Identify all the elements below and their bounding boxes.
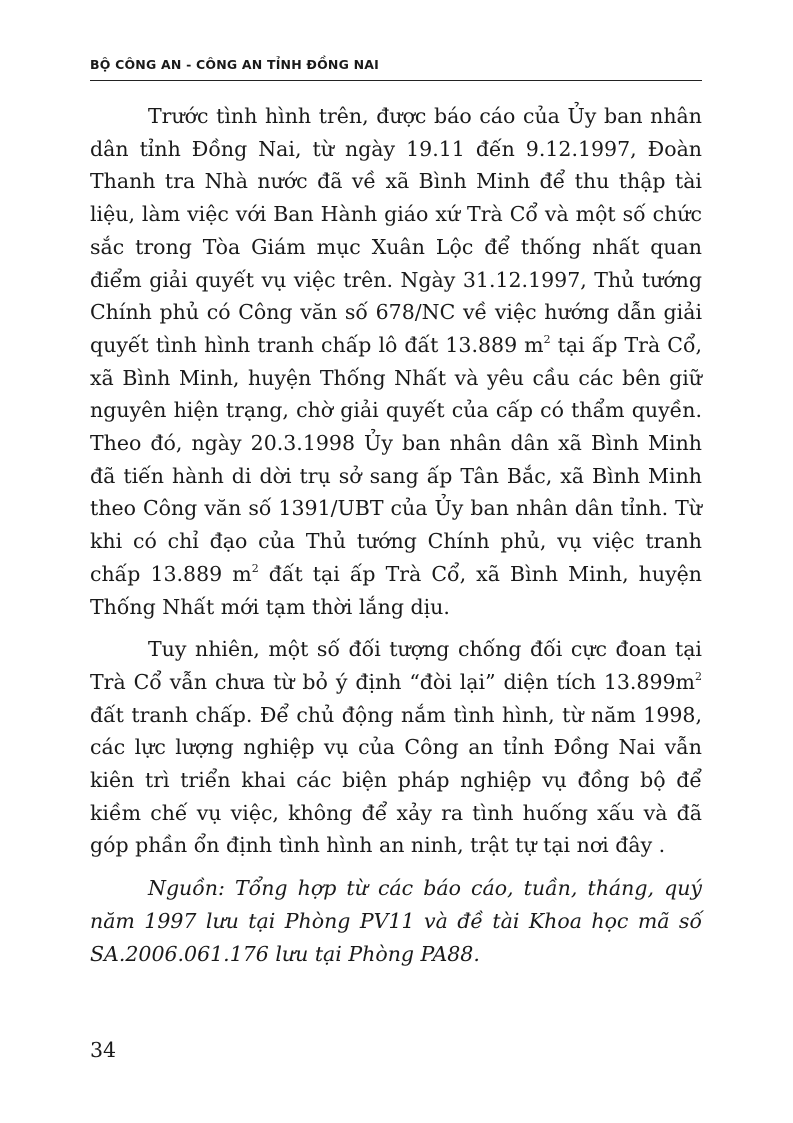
paragraph-2-text-b: đất tranh chấp. Để chủ động nắm tình hình, từ năm 1998, các lực lượng nghiệp vụ của Công an tỉnh Đồng Nai vẫn kiên trì triển khai các biện pháp nghiệp vụ đồng bộ để kiềm chế vụ việc, không để xảy ra tình huống xấu và đã góp phần ổn định tình hình an ninh, trật tự tại nơi đây . [90,702,702,858]
paragraph-1-text-a: Trước tình hình trên, được báo cáo của Ủy ban nhân dân tỉnh Đồng Nai, từ ngày 19.11 đến 9.12.1997, Đoàn Thanh tra Nhà nước đã về xã Bình Minh để thu thập tài liệu, làm việc với Ban Hành giáo xứ Trà Cổ và một số chức sắc trong Tòa Giám mục Xuân Lộc để thống nhất quan điểm giải quyết vụ việc trên. Ngày 31.12.1997, Thủ tướng Chính phủ có Công văn số 678/NC về việc hướng dẫn giải quyết tình hình tranh chấp lô đất 13.889 m [90,104,702,357]
paragraph-2-text-a: Tuy nhiên, một số đối tượng chống đối cực đoan tại Trà Cổ vẫn chưa từ bỏ ý định “đòi lại” diện tích 13.899m [90,637,702,694]
source-note: Nguồn: Tổng hợp từ các báo cáo, tuần, tháng, quý năm 1997 lưu tại Phòng PV11 và đề tài Khoa học mã số SA.2006.061.176 lưu tại Phòng PA88. [90,876,702,966]
page-body [90,100,702,970]
paragraph-1 [90,100,702,623]
running-header: BỘ CÔNG AN - CÔNG AN TỈNH ĐỒNG NAI [90,57,379,72]
paragraph-1-text-b: tại ấp Trà Cổ, xã Bình Minh, huyện Thống Nhất và yêu cầu các bên giữ nguyên hiện trạng, chờ giải quyết của cấp có thẩm quyền. Theo đó, ngày 20.3.1998 Ủy ban nhân dân xã Bình Minh đã tiến hành di dời trụ sở sang ấp Tân Bắc, xã Bình Minh theo Công văn số 1391/UBT của Ủy ban nhân dân tỉnh. Từ khi có chỉ đạo của Thủ tướng Chính phủ, vụ việc tranh chấp 13.889 m [90,332,702,586]
superscript-square-1: 2 [543,332,551,346]
paragraph-2 [90,633,702,862]
page-number: 34 [90,1038,117,1062]
header-divider [90,80,702,81]
superscript-square-3: 2 [695,669,702,683]
paragraph-1-text-c: đất tại ấp Trà Cổ, xã Bình Minh, huyện Thống Nhất mới tạm thời lắng dịu. [90,561,702,619]
superscript-square-2: 2 [251,561,259,575]
